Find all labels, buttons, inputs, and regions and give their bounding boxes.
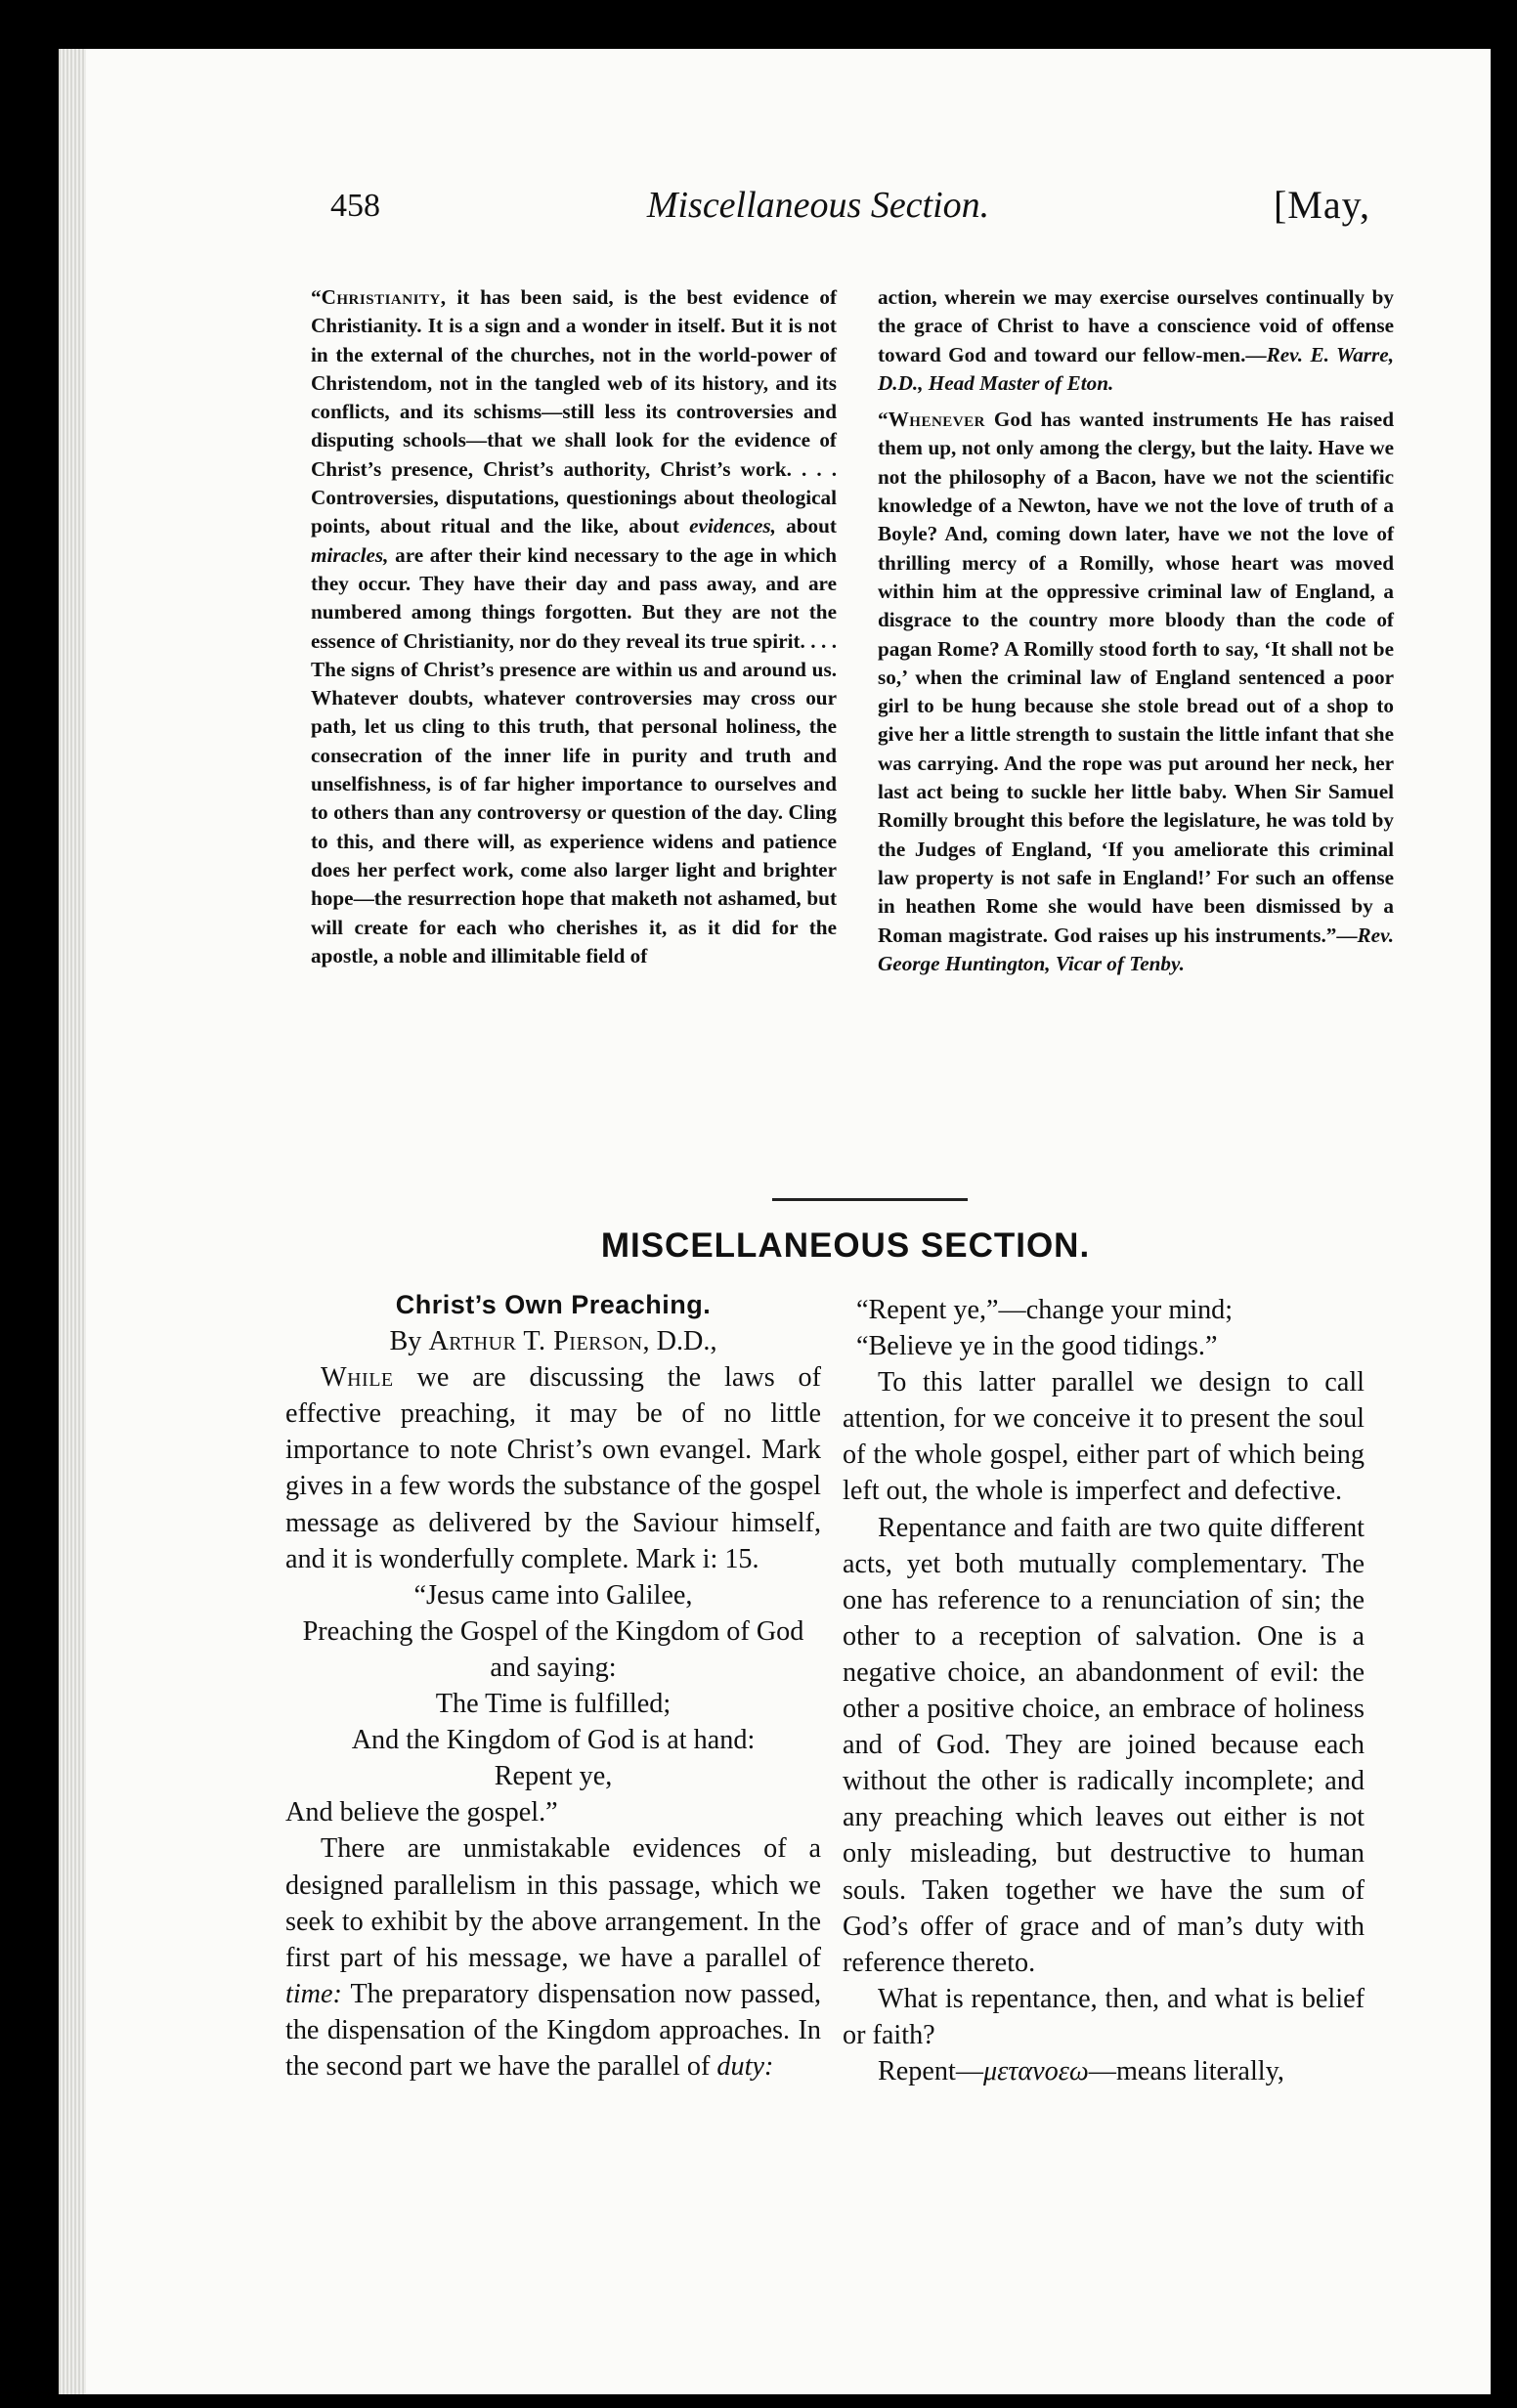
- paragraph: There are unmistakable evidences of a designed parallelism in this passage, which we seek to exhibit by the above arrangement. In the first part of his message, we have a parallel of time: The preparatory dispensation now passed, the dispensation of the Kingdom approaches. In the second part we have the parallel of duty:: [285, 1833, 821, 2082]
- verse-line: And the Kingdom of God is at hand:: [351, 1725, 756, 1756]
- page-edge: [59, 49, 86, 2394]
- verse-line: Preaching the Gospel of the Kingdom of God and saying:: [302, 1615, 804, 1683]
- lower-left-column: [285, 1287, 821, 2085]
- verse-line: “Believe ye in the good tidings.”: [856, 1331, 1218, 1362]
- attribution-huntington: Rev. George Huntington, Vicar of Tenby.: [878, 923, 1394, 975]
- page-number: 458: [330, 188, 380, 224]
- paragraph: Repent—μετανοεω—means literally,: [878, 2055, 1284, 2086]
- paragraph: While we are discussing the laws of effective preaching, it may be of no little importance to note Christ’s own evangel. Mark gives in a few words the substance of the gospel message as delivered by the Saviour himself, and it is wonderfully complete. Mark i: 15.: [285, 1362, 821, 1574]
- section-title: MISCELLANEOUS SECTION.: [600, 1226, 1091, 1265]
- header-month: [May,: [1273, 183, 1370, 227]
- attribution-warre: Rev. E. Warre, D.D., Head Master of Eton.: [878, 342, 1394, 395]
- lead-word: While: [321, 1362, 394, 1394]
- greek-word: μετανοεω: [983, 2055, 1089, 2086]
- verse-line: “Jesus came into Galilee,: [413, 1579, 693, 1611]
- lower-right-column: [843, 1292, 1365, 2089]
- running-title: Miscellaneous Section.: [646, 185, 990, 226]
- paragraph: Repentance and faith are two quite different acts, yet both mutually complementary. The one has reference to a renunciation of sin; the other to a reception of salvation. One is a negative choice, an abandonment of evil: the other a positive choice, an embrace of holiness and of God. They are joined because each without the other is radically incomplete; and any preaching which leaves out either is not only misleading, but destructive to human souls. Taken together we have the sum of God’s offer of grace and of man’s duty with reference thereto.: [843, 1512, 1365, 1978]
- author-name: Arthur T. Pierson: [428, 1326, 643, 1357]
- verse-line: The Time is fulfilled;: [435, 1689, 672, 1720]
- warre-continuation: action, wherein we may exercise ourselves continually by the grace of Christ to have a conscience void of offense toward God and toward our fellow-men.—Rev. E. Warre, D.D., Head Master of Eton.: [878, 285, 1394, 395]
- verse-line: Repent ye,: [494, 1761, 613, 1792]
- byline: By Arthur T. Pierson, D.D.,: [389, 1326, 717, 1357]
- article-title: Christ’s Own Preaching.: [395, 1290, 712, 1319]
- verse-line: And believe the gospel.”: [285, 1797, 558, 1828]
- verse-line: “Repent ye,”—change your mind;: [856, 1295, 1234, 1325]
- paragraph: To this latter parallel we design to call attention, for we conceive it to present the soul of the whole gospel, either part of which being left out, the whole is imperfect and defective.: [843, 1367, 1365, 1507]
- page-header: [266, 168, 1370, 227]
- upper-left-column: [311, 283, 837, 970]
- lead-word: Whenever: [888, 408, 985, 432]
- lead-word: Christianity,: [321, 285, 447, 309]
- whenever-quote: “Whenever God has wanted instruments He has raised them up, not only among the clergy, but the laity. Have we not the philosophy of a Bacon, have we not the scientific knowledge of a Newton, have we not the love of truth of a Boyle? And, coming down later, have we not the love of thrilling mercy of a Romilly, whose heart was moved within him at the oppressive criminal law of England, a disgrace to the country more bloody than the code of pagan Rome? A Romilly stood forth to say, ‘It shall not be so,’ when the criminal law of England sentenced a poor girl to be hung because she stole bread out of a shop to give her a little strength to sustain the little infant that she was carrying. And the rope was put around her neck, her last act being to suckle her little baby. When Sir Samuel Romilly brought this before the legislature, he was told by the Judges of England, ‘If you ameliorate this criminal law property is not safe in England!’ For such an offense in heathen Rome she would have been dismissed by a Roman magistrate. God raises up his instruments.”—Rev. George Huntington, Vicar of Tenby.: [878, 408, 1394, 975]
- paragraph: What is repentance, then, and what is belief or faith?: [843, 1983, 1365, 2050]
- section-divider: [772, 1198, 968, 1201]
- christianity-quote: “Christianity, it has been said, is the best evidence of Christianity. It is a sign and a wonder in itself. But it is not in the external of the churches, not in the world-power of Christendom, not in the tangled web of its history, and its conflicts, and its schisms—still less its controversies and disputing schools—that we shall look for the evidence of Christ’s presence, Christ’s authority, Christ’s work. . . . Controversies, disputations, questionings about theological points, about ritual and the like, about evidences, about miracles, are after their kind necessary to the age in which they occur. They have their day and pass away, and are numbered among things forgotten. But they are not the essence of Christianity, nor do they reveal its true spirit. . . . The signs of Christ’s presence are within us and around us. Whatever doubts, whatever controversies may cross our path, let us cling to this truth, that personal holiness, the consecration of the inner life in purity and truth and unselfishness, is of far higher importance to ourselves and to others than any controversy or question of the day. Cling to this, and there will, as experience widens and patience does her perfect work, come also larger light and brighter hope—the resurrection hope that maketh not ashamed, but will create for each who cherishes it, as it did for the apostle, a noble and illimitable field of: [311, 285, 837, 968]
- upper-right-column: [878, 283, 1394, 978]
